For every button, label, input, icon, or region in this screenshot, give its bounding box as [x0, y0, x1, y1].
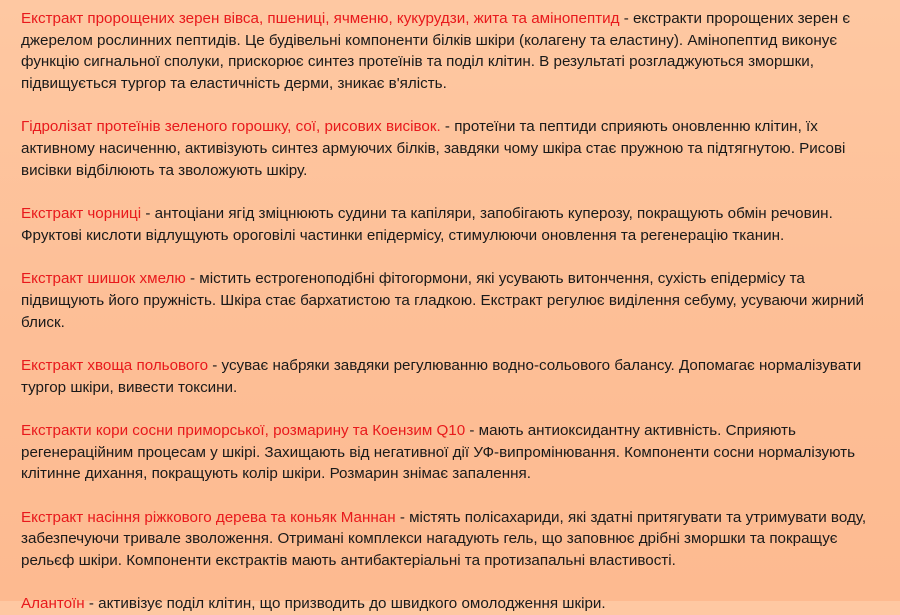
ingredient-title: Алантоїн	[21, 595, 85, 613]
ingredient-paragraph	[21, 8, 886, 95]
ingredient-description: - мають антиоксидантну активність. Сприяють регенераційним процесам у шкірі. Захищають від негативної дії УФ-випромінювання. Компоненти сосни нормалізують клітинне дихання, покращують колір шкіри. Розмарин знімає запалення.	[21, 421, 856, 483]
ingredient-paragraph	[21, 420, 886, 485]
ingredient-paragraph	[21, 593, 886, 615]
ingredient-title: Екстракт пророщених зерен вівса, пшениці, ячменю, кукурудзи, жита та амінопептид	[21, 10, 620, 27]
ingredient-description: - антоціани ягід зміцнюють судини та капіляри, запобігають куперозу, покращують обмін речовин. Фруктові кислоти відлущують ороговілі частинки епідермісу, стимулюючи оновлення та регенерацію тканин.	[21, 205, 833, 244]
ingredient-title: Гідролізат протеїнів зеленого горошку, сої, рисових висівок.	[21, 118, 441, 136]
ingredient-title: Екстракти кори сосни приморської, розмарину та Коензим Q10	[21, 421, 466, 439]
ingredient-description: - усуває набряки завдяки регулюванню водно-сольового балансу. Допомагає нормалізувати тургор шкіри, вивести токсини.	[21, 356, 862, 396]
ingredient-description: - протеїни та пептиди сприяють оновленню клітин, їх активному насиченню, активізують синтез армуючих білків, завдяки чому шкіра стає пружною та підтягнутою. Рисові висівки відбілюють та зволожують шкіру.	[21, 118, 846, 179]
ingredient-description: - містить естрогеноподібні фітогормони, які усувають витончення, сухість епідермісу та підвищують його пружність. Шкіра стає бархатистою та гладкою. Екстракт регулює виділення себуму, усуваючи жирний блиск.	[21, 270, 865, 331]
ingredient-title: Екстракт шишок хмелю	[21, 270, 186, 288]
ingredient-paragraph	[21, 203, 886, 246]
ingredient-description: - містять полісахариди, які здатні притягувати та утримувати воду, забезпечуючи тривале зволоження. Отримані комплекси нагадують гель, що заповнює дрібні зморшки та покращує рельєф шкіри. Компоненти екстрактів мають антибактеріальні та протизапальні властивості.	[21, 508, 867, 569]
ingredient-description: - екстракти пророщених зерен є джерелом рослинних пептидів. Це будівельні компоненти білків шкіри (колагену та еластину). Амінопептид виконує функцію сигнальної сполуки, прискорює синтез протеїнів та поділ клітин. В результаті розгладжуються зморшки, підвищується тургор та еластичність дерми, зникає в'ялість.	[21, 10, 851, 93]
ingredient-paragraph	[21, 507, 886, 572]
ingredient-paragraph	[21, 355, 886, 398]
ingredient-title: Екстракт хвоща польового	[21, 356, 209, 374]
ingredient-title: Екстракт насіння ріжкового дерева та коньяк Маннан	[21, 508, 396, 526]
ingredient-paragraph	[21, 116, 886, 181]
ingredient-paragraph	[21, 268, 886, 333]
ingredient-description: - активізує поділ клітин, що призводить до швидкого омолодження шкіри.	[84, 595, 606, 613]
ingredient-title: Екстракт чорниці	[21, 205, 142, 223]
